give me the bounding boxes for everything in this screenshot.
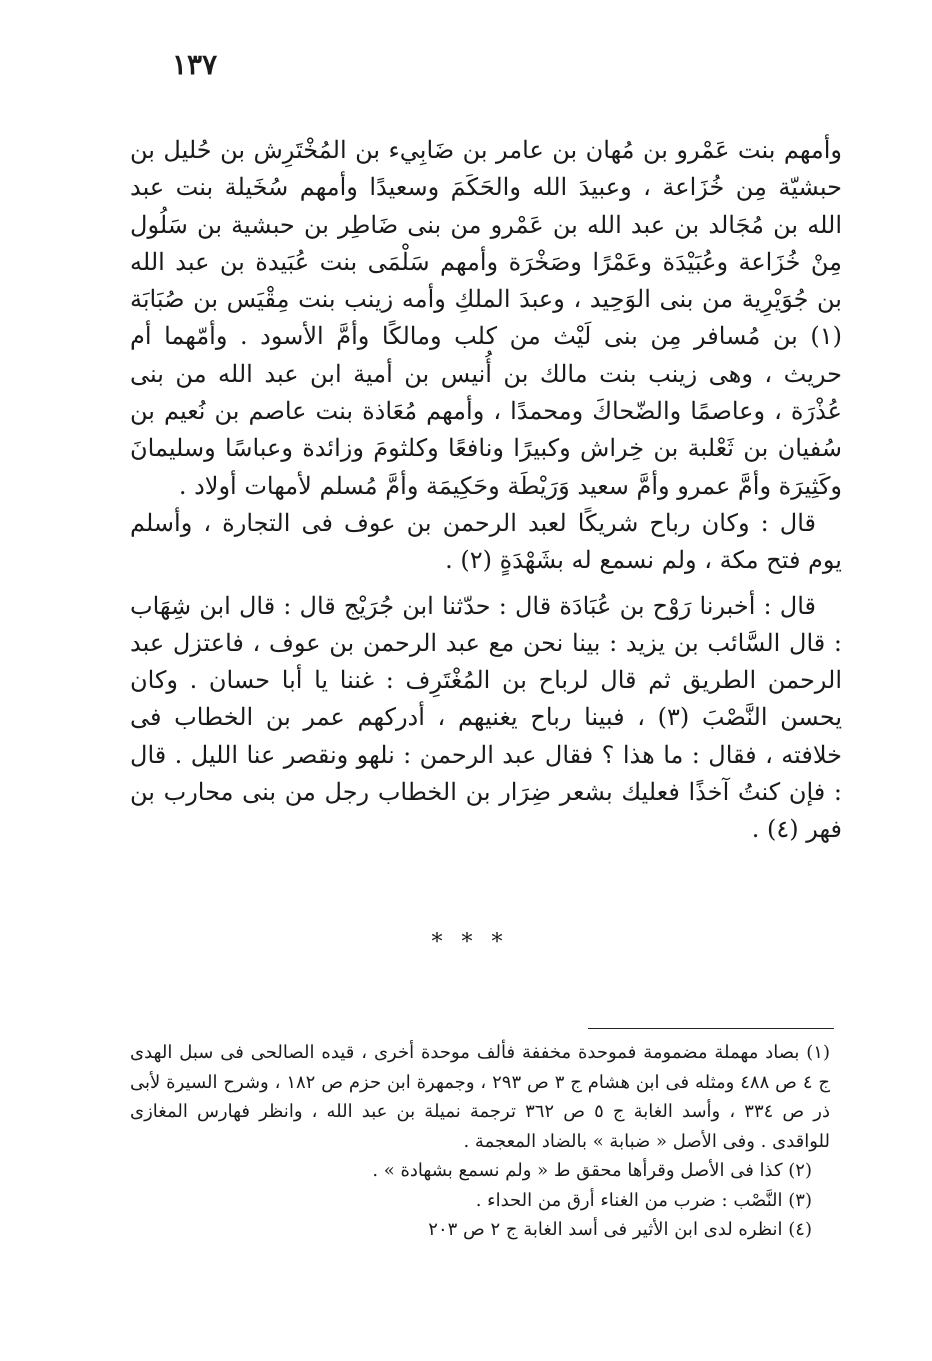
footnotes	[130, 1038, 830, 1245]
footnote: (٣) النَّصْب : ضرب من الغناء أرق من الحداء .	[475, 1189, 812, 1211]
footnote: (١) بصاد مهملة مضمومة فموحدة مخففة فألف موحدة أخرى ، قيده الصالحى فى سبل الهدى ج ٤ ص ٤٨٨ ومثله فى ابن هشام ج ٣ ص ٢٩٣ ، وجمهرة ابن حزم ص ١٨٢ ، وشرح السيرة لأبى ذر ص ٣٣٤ ، وأسد الغابة ج ٥ ص ٣٦٢ ترجمة نميلة بن عبد الله ، وانظر فهارس المغازى للواقدى . وفى الأصل « ضبابة » بالضاد المعجمة .	[130, 1042, 830, 1152]
paragraph: وأمهم بنت عَمْرو بن مُهان بن عامر بن ضَابِيء بن المُخْتَرِش بن حُليل بن حبشيّة مِن خُزَاعة ، وعبيدَ الله والحَكَمَ وسعيدًا وأمهم سُخَيلة بنت عبد الله بن مُجَالد بن عبد الله بن عَمْرو من بنى ضَاطِر بن حبشية بن سَلُول مِنْ خُزَاعة وعُبَيْدَة وعَمْرًا وصَخْرَة وأمهم سَلْمَى بنت عُبَيدة بن عبد الله بن جُوَيْرِية من بنى الوَحِيد ، وعبدَ الملكِ وأمه زينب بنت مِقْيَس بن صُبَابَة (١) بن مُسافر مِن بنى لَيْث من كلب ومالكًا وأمَّ الأسود . وأمّهما أم حريث ، وهى زينب بنت مالك بن أُنيس بن أمية ابن عبد الله من بنى عُذْرَة ، وعاصمًا والضّحاكَ ومحمدًا ، وأمهم مُعَاذة بنت عاصم بن نُعيم بن سُفيان بن ثَعْلبة بن خِراش وكبيرًا ونافعًا وكلثومَ وزائدة وعباسًا وسليمانَ وكَثِيرَة وأمَّ عمرو وأمَّ سعيد وَرَيْطَة وحَكِيمَة وأمَّ مُسلم لأمهات أولاد .	[130, 136, 842, 500]
paragraph: قال : وكان رباح شريكًا لعبد الرحمن بن عوف فى التجارة ، وأسلم يوم فتح مكة ، ولم نسمع له بشَهْدَةٍ (٢) .	[130, 508, 842, 575]
paragraph: قال : أخبرنا رَوْح بن عُبَادَة قال : حدّثنا ابن جُرَيْج قال : قال ابن شِهَاب : قال السَّائب بن يزيد : بينا نحن مع عبد الرحمن بن عوف ، فاعتزل عبد الرحمن الطريق ثم قال لرباح بن المُغْتَرِف : غننا يا أبا حسان . وكان يحسن النَّصْبَ (٣) ، فبينا رباح يغنيهم ، أدركهم عمر بن الخطاب فى خلافته ، فقال : ما هذا ؟ فقال عبد الرحمن : نلهو ونقصر عنا الليل . قال : فإن كنتُ آخذًا فعليك بشعر ضِرَار بن الخطاب رجل من بنى محارب بن فهر (٤) .	[130, 591, 842, 844]
footnote: (٢) كذا فى الأصل وقرأها محقق ط « ولم نسمع بشهادة » .	[372, 1160, 812, 1181]
footnote: (٤) انظره لدى ابن الأثير فى أسد الغابة ج ٢ ص ٢٠٣	[428, 1219, 812, 1240]
main-text	[130, 132, 842, 849]
section-separator: * * *	[431, 930, 509, 955]
page-number: ١٣٧	[172, 48, 218, 81]
footnote-rule	[588, 1028, 834, 1029]
